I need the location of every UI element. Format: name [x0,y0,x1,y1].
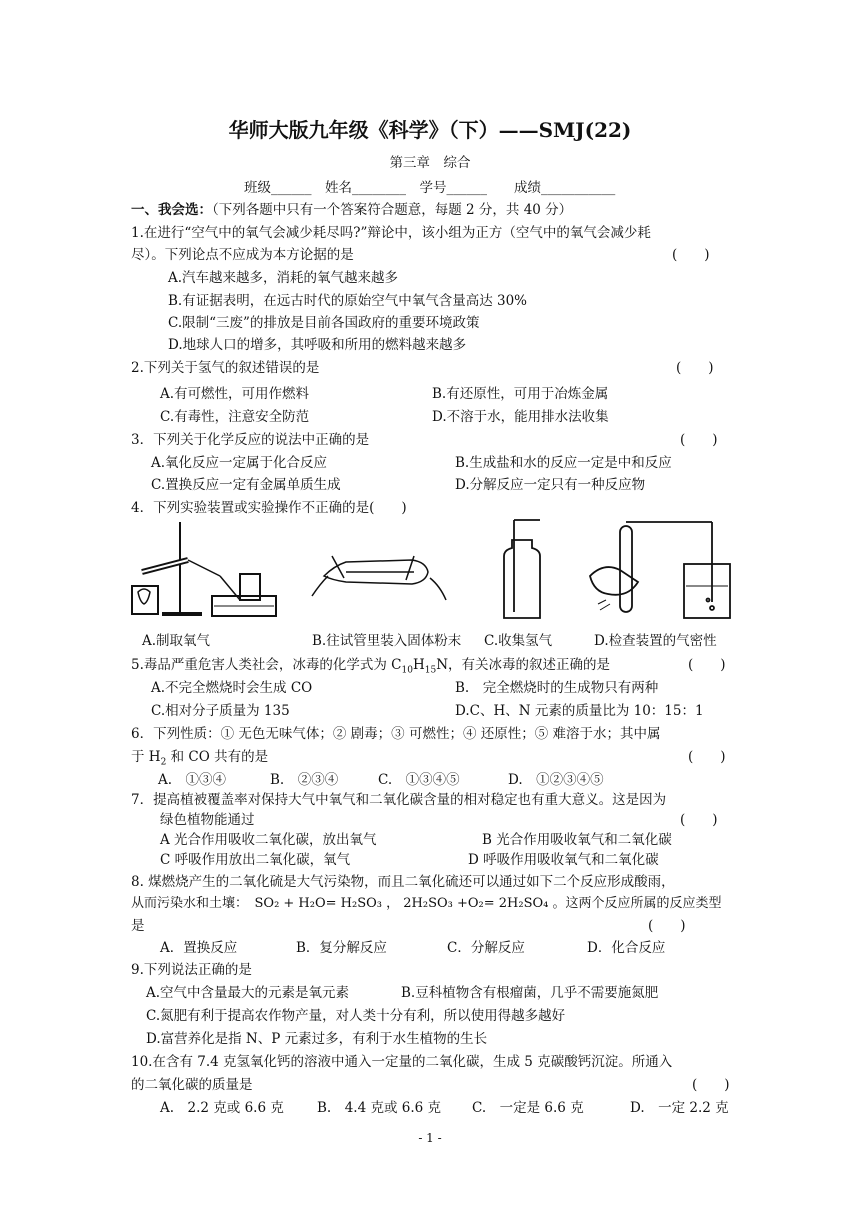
q10-option-c: C. 一定是 6.6 克 [472,1100,584,1116]
q9-option-a: A.空气中含量最大的元素是氧元素 [146,985,350,1001]
q6-stem-2a: 于 H [131,749,161,765]
q5-answer-paren: ( ) [688,657,726,673]
q7-option-a: A 光合作用吸收二氧化碳，放出氧气 [160,832,377,848]
q6-option-a: A. ①③④ [158,772,227,788]
q2-option-c: C.有毒性，注意安全防范 [160,409,310,425]
figure-d-airtightness-check [588,516,734,624]
q7-stem-line1: 7．提高植被覆盖率对保持大气中氧气和二氧化碳含量的相对稳定也有重大意义。这是因为 [131,792,667,808]
q1-answer-paren: ( ) [672,247,710,263]
figure-c-gas-bottle [490,516,554,624]
q1-stem-line2: 尽）。下列论点不应成为本方论据的是 [131,247,354,263]
q5-option-c: C.相对分子质量为 135 [151,703,290,719]
q3-answer-paren: ( ) [680,432,718,448]
q1-option-a: A.汽车越来越多，消耗的氧气越来越多 [168,270,399,286]
q5-stem-a: 5.毒品严重危害人类社会，冰毒的化学式为 C [131,657,402,673]
q7-option-c: C 呼吸作用放出二氧化碳，氧气 [160,852,351,868]
section-heading [131,198,572,218]
section-heading-label: 一、我会选： [131,202,212,218]
q5-option-d: D.C、H、N 元素的质量比为 10：15：1 [455,703,704,719]
q3-stem: 3．下列关于化学反应的说法中正确的是 [131,432,370,448]
q4-option-a: A.制取氧气 [142,633,211,649]
q2-answer-paren: ( ) [676,360,714,376]
page-number: - 1 - [418,1131,442,1145]
q5-sub-c: 10 [401,665,413,676]
q6-option-d: D. ①②③④⑤ [508,772,604,788]
q2-option-d: D.不溶于水，能用排水法收集 [432,409,609,425]
q1-stem-line1: 1.在进行“空气中的氧气会减少耗尽吗?”辩论中，该小组为正方（空气中的氧气会减少耗 [131,225,651,241]
q8-option-a: A．置换反应 [160,940,238,956]
q5-stem [131,653,610,676]
q7-option-d: D 呼吸作用吸收氧气和二氧化碳 [468,852,659,868]
q6-stem-line1: 6．下列性质：① 无色无味气体；② 剧毒；③ 可燃性；④ 还原性；⑤ 难溶于水；其中属 [131,726,661,742]
q10-option-b: B. 4.4 克或 6.6 克 [317,1100,442,1116]
q5-stem-c: N，有关冰毒的叙述正确的是 [436,657,611,673]
q5-sub-h: 15 [424,665,437,676]
q3-option-b: B.生成盐和水的反应一定是中和反应 [455,455,672,471]
q6-answer-paren: ( ) [688,749,726,765]
q3-option-d: D.分解反应一定只有一种反应物 [455,477,646,493]
q5-option-a: A.不完全燃烧时会生成 CO [151,680,313,696]
q8-option-d: D．化合反应 [587,940,666,956]
q6-sub: 2 [160,757,167,768]
q2-stem: 2.下列关于氢气的叙述错误的是 [131,360,320,376]
q8-option-b: B．复分解反应 [296,940,387,956]
q10-option-d: D. 一定 2.2 克 [630,1100,729,1116]
q7-option-b: B 光合作用吸收氧气和二氧化碳 [482,832,672,848]
q3-option-c: C.置换反应一定有金属单质生成 [151,477,341,493]
q6-stem-line2 [131,745,268,768]
q1-option-b: B.有证据表明，在远古时代的原始空气中氧气含量高达 30% [168,293,528,309]
q8-stem-line2: 从而污染水和土壤： SO₂ + H₂O= H₂SO₃ ， 2H₂SO₃ +O₂= 2H₂SO₄ 。这两个反应所属的反应类型 [131,896,722,911]
figure-a-oxygen-apparatus [128,516,280,624]
q6-option-b: B. ②③④ [270,772,339,788]
q5-stem-b: H [412,657,425,673]
q3-option-a: A.氧化反应一定属于化合反应 [151,455,328,471]
q9-option-d: D.富营养化是指 N、P 元素过多，有利于水生植物的生长 [146,1031,488,1047]
figure-b-test-tube-powder [310,516,448,624]
q1-option-d: D.地球人口的增多，其呼吸和所用的燃料越来越多 [168,337,467,353]
page-title: 华师大版九年级《科学》（下）——SMJ(22) [228,118,632,142]
q8-stem-line1: 8. 煤燃烧产生的二氧化硫是大气污染物，而且二氧化硫还可以通过如下二个反应形成酸雨， [131,874,675,890]
q4-option-b: B.往试管里装入固体粉末 [312,633,462,649]
q4-stem: 4．下列实验装置或实验操作不正确的是( ) [131,500,407,516]
student-info-line: 班级______ 姓名________ 学号______ 成绩___________ [244,180,616,196]
q6-option-c: C. ①③④⑤ [378,772,460,788]
q9-option-c: C.氮肥有利于提高农作物产量，对人类十分有利，所以使用得越多越好 [146,1008,566,1024]
q9-stem: 9.下列说法正确的是 [131,962,252,978]
q5-option-b: B. 完全燃烧时的生成物只有两种 [455,680,659,696]
q4-option-d: D.检查装置的气密性 [594,633,717,649]
q8-answer-paren: ( ) [648,918,686,934]
q1-option-c: C.限制“三废”的排放是目前各国政府的重要环境政策 [168,315,480,331]
q2-option-a: A.有可燃性，可用作燃料 [160,386,310,402]
q10-option-a: A. 2.2 克或 6.6 克 [160,1100,284,1116]
q10-stem-line2: 的二氧化碳的质量是 [131,1077,253,1093]
q4-option-c: C.收集氢气 [484,633,553,649]
q8-stem-line3: 是 [131,918,145,934]
q8-option-c: C．分解反应 [447,940,525,956]
q9-option-b: B.豆科植物含有根瘤菌，几乎不需要施氮肥 [401,985,659,1001]
q10-answer-paren: ( ) [692,1077,730,1093]
section-desc: （下列各题中只有一个答案符合题意，每题 2 分，共 40 分） [212,202,573,218]
q6-stem-2b: 和 CO 共有的是 [166,749,269,765]
q7-answer-paren: ( ) [680,812,718,828]
q10-stem-line1: 10.在含有 7.4 克氢氧化钙的溶液中通入一定量的二氧化碳，生成 5 克碳酸钙沉淀。所通入 [131,1054,673,1070]
q2-option-b: B.有还原性，可用于冶炼金属 [432,386,609,402]
q7-stem-line2: 绿色植物能通过 [160,812,255,828]
chapter-subtitle: 第三章 综合 [389,155,471,171]
